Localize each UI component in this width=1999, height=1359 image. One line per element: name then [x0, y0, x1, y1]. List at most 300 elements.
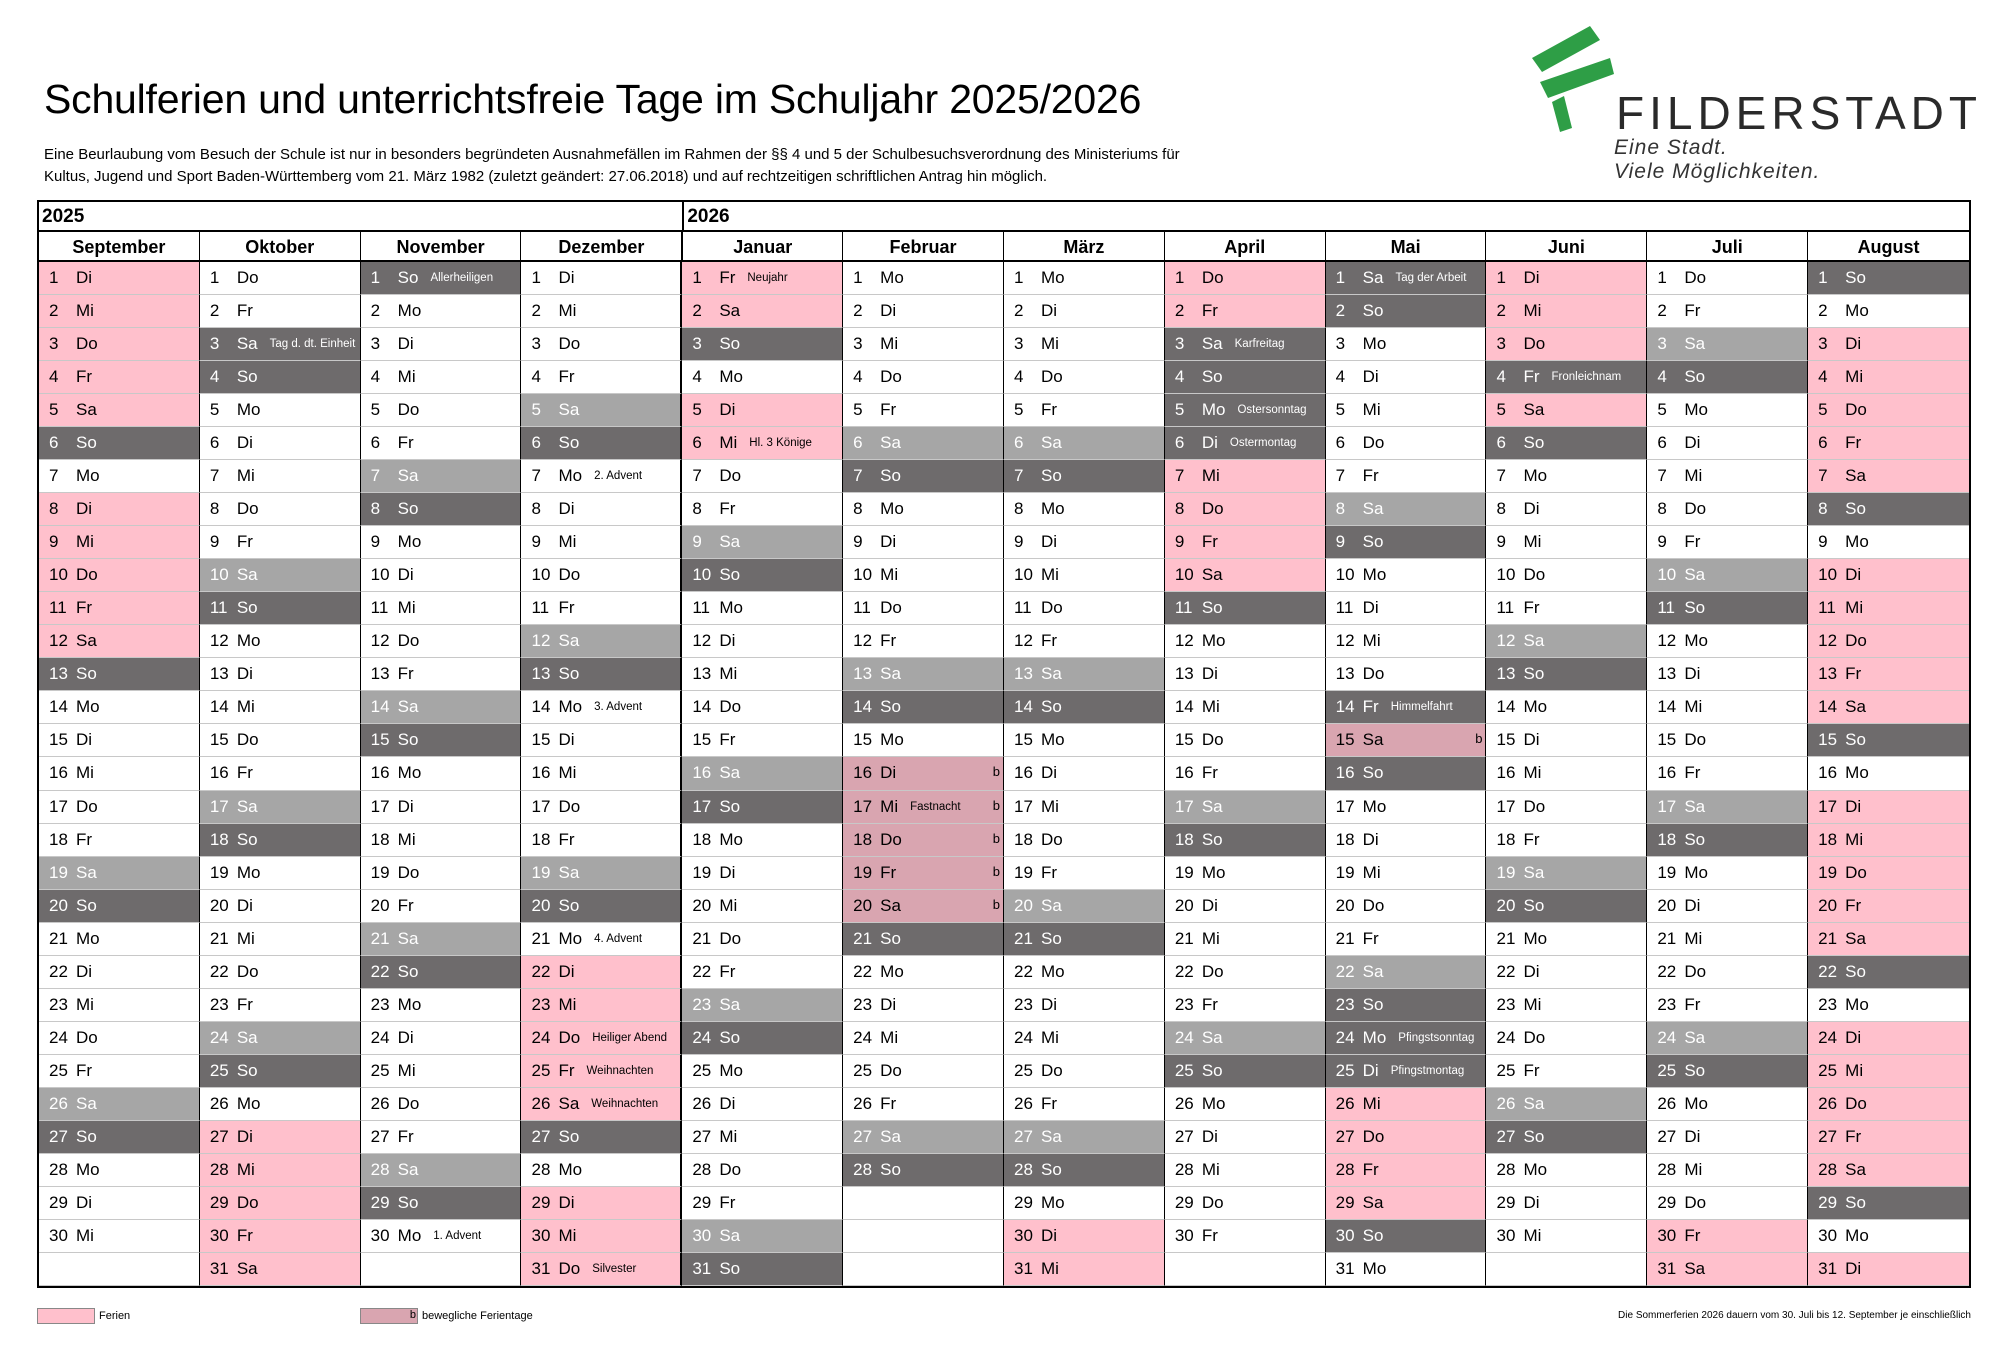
day-number: 9	[49, 532, 59, 552]
day-weekday: Fr	[558, 367, 575, 387]
day-number: 2	[1335, 301, 1346, 321]
legend-bewegliche-label: bewegliche Ferientage	[422, 1310, 533, 1322]
day-weekday: So	[397, 268, 419, 288]
day-note: Ostersonntag	[1237, 404, 1307, 417]
day-cell	[843, 1121, 1004, 1154]
day-number: 22	[49, 961, 68, 981]
day-number: 8	[692, 499, 702, 519]
day-number: 28	[1174, 1159, 1194, 1179]
day-cell	[682, 956, 843, 989]
footnote: Die Sommerferien 2026 dauern vom 30. Juli bis 12. September je einschließlich	[1618, 1310, 1971, 1321]
day-cell	[521, 1220, 682, 1253]
day-weekday: Di	[1523, 730, 1540, 750]
day-weekday: Fr	[1523, 829, 1540, 849]
day-weekday: Di	[1523, 499, 1540, 519]
day-number: 13	[1335, 664, 1355, 684]
day-number: 23	[370, 994, 390, 1014]
day-weekday: Do	[719, 466, 742, 486]
month-header: April	[1165, 232, 1326, 262]
day-cell	[361, 394, 522, 427]
day-cell	[1808, 559, 1969, 592]
day-number: 17	[209, 796, 229, 816]
day-cell	[521, 757, 682, 790]
day-number: 7	[1335, 466, 1346, 486]
day-number: 21	[1496, 928, 1516, 948]
day-cell	[200, 361, 361, 394]
day-weekday: So	[76, 433, 97, 453]
day-weekday: Di	[1845, 334, 1862, 354]
day-weekday: Di	[1362, 1060, 1379, 1080]
day-number: 18	[692, 829, 712, 849]
day-cell	[1808, 592, 1969, 625]
day-cell	[1004, 427, 1165, 460]
day-cell	[361, 427, 522, 460]
day-weekday: Fr	[1684, 763, 1701, 783]
day-cell	[1326, 1055, 1487, 1088]
day-cell	[200, 691, 361, 724]
day-cell	[521, 592, 682, 625]
day-cell	[1004, 1121, 1165, 1154]
logo-tagline-2: Viele Möglichkeiten.	[1614, 160, 1821, 183]
day-weekday: Sa	[236, 1258, 258, 1278]
day-cell	[1004, 1055, 1165, 1088]
logo-name: FILDERSTADT	[1616, 87, 1982, 139]
day-number: 4	[1657, 367, 1667, 387]
day-number: 10	[370, 565, 390, 585]
day-number: 5	[853, 400, 863, 420]
day-number: 18	[49, 829, 68, 849]
day-number: 16	[692, 763, 712, 783]
day-number: 20	[1657, 895, 1677, 915]
day-number: 21	[1013, 928, 1033, 948]
day-number: 20	[692, 895, 712, 915]
day-weekday: Mi	[719, 895, 738, 915]
day-number: 20	[1013, 895, 1033, 915]
day-number: 3	[1818, 334, 1828, 354]
day-weekday: Fr	[1040, 862, 1058, 882]
day-weekday: So	[236, 1060, 258, 1080]
day-cell	[1808, 824, 1969, 857]
day-cell	[1165, 361, 1326, 394]
day-cell	[39, 592, 200, 625]
day-weekday: Di	[1523, 268, 1540, 288]
day-cell	[1647, 857, 1808, 890]
day-cell	[521, 658, 682, 691]
day-number: 21	[853, 928, 873, 948]
day-weekday: So	[76, 1126, 97, 1146]
day-cell	[1486, 526, 1647, 559]
day-weekday: Mo	[1523, 928, 1548, 948]
day-weekday: Sa	[1684, 796, 1706, 816]
day-weekday: Do	[1040, 598, 1063, 618]
day-cell	[361, 989, 522, 1022]
day-weekday: Mi	[1523, 1225, 1542, 1245]
day-cell	[1647, 427, 1808, 460]
day-cell	[521, 890, 682, 923]
day-cell	[682, 1022, 843, 1055]
day-weekday: Fr	[880, 1093, 897, 1113]
day-number: 4	[1818, 367, 1828, 387]
day-number: 25	[1818, 1060, 1838, 1080]
day-weekday: Do	[1845, 631, 1867, 651]
day-number: 21	[370, 928, 390, 948]
day-weekday: Do	[236, 499, 259, 519]
day-cell	[682, 1121, 843, 1154]
day-number: 7	[209, 466, 220, 486]
day-number: 25	[1496, 1060, 1516, 1080]
day-cell	[1486, 625, 1647, 658]
day-number: 18	[1013, 829, 1033, 849]
day-number: 10	[1496, 565, 1516, 585]
day-weekday: Do	[397, 1093, 420, 1113]
day-cell	[682, 1187, 843, 1220]
day-number: 17	[1335, 796, 1355, 816]
day-weekday: Mo	[1201, 1093, 1226, 1113]
day-weekday: Di	[236, 433, 253, 453]
day-note: Hl. 3 Könige	[749, 437, 812, 450]
day-number: 11	[531, 598, 550, 618]
day-number: 23	[1657, 994, 1677, 1014]
day-note: 3. Advent	[594, 701, 643, 714]
day-weekday: So	[397, 1192, 419, 1212]
day-cell	[521, 394, 682, 427]
day-number: 28	[1013, 1159, 1033, 1179]
day-weekday: Mi	[880, 334, 899, 354]
day-weekday: Do	[1040, 1060, 1063, 1080]
day-cell	[1004, 890, 1165, 923]
day-cell	[682, 691, 843, 724]
day-cell	[682, 1220, 843, 1253]
day-note: 1. Advent	[433, 1229, 482, 1242]
day-cell	[1165, 989, 1326, 1022]
day-cell	[200, 394, 361, 427]
day-cell	[843, 427, 1004, 460]
day-cell	[843, 658, 1004, 691]
day-cell	[1647, 658, 1808, 691]
day-weekday: Mi	[76, 994, 94, 1014]
day-weekday: Do	[236, 730, 259, 750]
day-cell	[682, 394, 843, 427]
day-number: 16	[853, 763, 873, 783]
day-weekday: Mo	[719, 829, 743, 849]
day-weekday: Mo	[1362, 796, 1387, 816]
day-weekday: Di	[1201, 895, 1218, 915]
day-number: 13	[209, 664, 229, 684]
day-weekday: Fr	[1201, 1225, 1218, 1245]
day-number: 10	[1174, 565, 1194, 585]
day-cell	[1647, 559, 1808, 592]
day-weekday: Mo	[1040, 268, 1065, 288]
day-weekday: So	[880, 1159, 901, 1179]
day-weekday: Sa	[1523, 1093, 1545, 1113]
day-number: 5	[1174, 400, 1185, 420]
day-cell	[1326, 328, 1487, 361]
day-weekday: Mi	[1362, 631, 1381, 651]
month-header: Mai	[1326, 232, 1487, 262]
day-cell	[521, 1022, 682, 1055]
day-cell	[1647, 1121, 1808, 1154]
day-weekday: Fr	[719, 961, 736, 981]
day-number: 15	[209, 730, 229, 750]
day-number: 5	[1013, 400, 1024, 420]
day-cell	[361, 460, 522, 493]
day-cell	[1326, 890, 1487, 923]
day-weekday: Mi	[1040, 1258, 1059, 1278]
day-number: 31	[209, 1258, 229, 1278]
day-cell	[1486, 658, 1647, 691]
day-note: Ostermontag	[1229, 437, 1297, 450]
day-cell	[521, 724, 682, 757]
day-number: 13	[1657, 664, 1677, 684]
day-weekday: Sa	[1201, 796, 1223, 816]
day-number: 5	[209, 400, 220, 420]
day-number: 23	[209, 994, 229, 1014]
day-weekday: Fr	[1845, 895, 1862, 915]
day-cell	[1326, 262, 1487, 295]
day-weekday: Do	[76, 796, 98, 816]
day-cell	[361, 559, 522, 592]
day-cell	[200, 791, 361, 824]
day-weekday: Mi	[880, 796, 899, 816]
day-number: 18	[1496, 829, 1516, 849]
day-weekday: Di	[1845, 1027, 1862, 1047]
bewegliche-marker: b	[992, 797, 1000, 813]
day-cell	[200, 493, 361, 526]
day-cell	[1647, 923, 1808, 956]
day-cell	[361, 1055, 522, 1088]
day-weekday: So	[558, 433, 580, 453]
day-cell	[843, 1055, 1004, 1088]
day-cell	[1004, 361, 1165, 394]
day-weekday: Mo	[719, 598, 743, 618]
day-weekday: Sa	[397, 928, 419, 948]
day-cell	[361, 1187, 522, 1220]
day-number: 7	[531, 466, 541, 486]
day-weekday: Mo	[880, 730, 904, 750]
day-number: 8	[1496, 499, 1506, 519]
day-number: 17	[1174, 796, 1194, 816]
month-header: März	[1004, 232, 1165, 262]
day-cell	[39, 857, 200, 890]
day-weekday: Mo	[1040, 730, 1065, 750]
day-cell	[200, 427, 361, 460]
year-label-2025: 2025	[39, 202, 682, 232]
day-weekday: Do	[1201, 268, 1224, 288]
day-cell	[1486, 394, 1647, 427]
day-weekday: Mi	[1523, 763, 1542, 783]
day-number: 18	[853, 829, 873, 849]
month-header: September	[39, 232, 200, 262]
day-cell	[1326, 460, 1487, 493]
day-weekday: Fr	[1684, 1225, 1701, 1245]
day-number: 17	[1013, 796, 1033, 816]
day-weekday: Mo	[1523, 697, 1548, 717]
day-weekday: So	[1201, 367, 1223, 387]
day-number: 27	[531, 1126, 551, 1146]
day-number: 30	[370, 1225, 390, 1245]
day-cell	[1326, 427, 1487, 460]
day-weekday: Mo	[558, 1159, 583, 1179]
day-cell	[1486, 956, 1647, 989]
day-weekday: Fr	[719, 730, 736, 750]
day-cell	[200, 592, 361, 625]
day-number: 20	[1174, 895, 1194, 915]
day-cell	[1647, 493, 1808, 526]
day-weekday: Di	[397, 334, 414, 354]
day-cell	[1326, 1121, 1487, 1154]
day-weekday: Mi	[1845, 367, 1864, 387]
day-number: 14	[49, 697, 68, 717]
day-number: 2	[1496, 301, 1506, 321]
day-number: 11	[853, 598, 871, 618]
day-cell	[843, 526, 1004, 559]
day-weekday: So	[558, 664, 580, 684]
day-note: Tag der Arbeit	[1395, 272, 1467, 285]
day-weekday: Fr	[719, 499, 736, 519]
day-cell	[1326, 757, 1487, 790]
day-weekday: Do	[1684, 268, 1707, 288]
day-cell	[1808, 493, 1969, 526]
day-cell	[1165, 691, 1326, 724]
day-number: 29	[692, 1192, 712, 1212]
day-number: 8	[49, 499, 59, 519]
day-number: 31	[692, 1258, 712, 1278]
day-number: 6	[1174, 433, 1185, 453]
day-cell	[200, 923, 361, 956]
day-number: 20	[853, 895, 873, 915]
day-number: 22	[1496, 961, 1516, 981]
day-number: 17	[853, 796, 873, 816]
day-weekday: Di	[1201, 433, 1218, 453]
day-cell	[1326, 989, 1487, 1022]
day-weekday: So	[1845, 268, 1866, 288]
day-number: 5	[692, 400, 702, 420]
day-number: 27	[692, 1126, 712, 1146]
day-cell	[1647, 1187, 1808, 1220]
day-weekday: Mo	[76, 697, 100, 717]
day-cell	[39, 724, 200, 757]
day-weekday: Di	[558, 499, 575, 519]
day-cell	[843, 791, 1004, 824]
day-cell	[843, 824, 1004, 857]
day-cell	[200, 824, 361, 857]
day-number: 24	[1013, 1027, 1033, 1047]
day-cell	[682, 460, 843, 493]
day-number: 25	[531, 1060, 551, 1080]
day-weekday: Fr	[1040, 400, 1058, 420]
day-weekday: Di	[76, 730, 93, 750]
day-number: 21	[692, 928, 712, 948]
day-weekday: Mi	[1845, 1060, 1864, 1080]
day-number: 1	[531, 268, 541, 288]
day-number: 30	[692, 1225, 712, 1245]
day-weekday: Mi	[1845, 598, 1864, 618]
day-weekday: Mo	[1362, 565, 1387, 585]
day-number: 14	[1013, 697, 1033, 717]
day-cell	[1165, 1088, 1326, 1121]
day-weekday: So	[1845, 730, 1866, 750]
day-number: 8	[370, 499, 381, 519]
day-number: 23	[853, 994, 873, 1014]
day-weekday: Sa	[1040, 895, 1062, 915]
day-number: 29	[1335, 1192, 1355, 1212]
day-number: 12	[692, 631, 712, 651]
day-weekday: So	[558, 1126, 580, 1146]
day-weekday: So	[397, 499, 419, 519]
day-cell	[1004, 592, 1165, 625]
day-weekday: Fr	[880, 631, 897, 651]
day-number: 6	[853, 433, 863, 453]
day-cell	[1165, 956, 1326, 989]
day-cell	[843, 1022, 1004, 1055]
day-weekday: Mi	[397, 1060, 416, 1080]
day-weekday: Mi	[1523, 301, 1542, 321]
day-cell	[843, 857, 1004, 890]
day-weekday: Sa	[236, 1027, 258, 1047]
day-cell	[1004, 791, 1165, 824]
day-number: 11	[1657, 598, 1675, 618]
day-number: 15	[531, 730, 551, 750]
day-cell	[843, 1088, 1004, 1121]
day-number: 22	[531, 961, 551, 981]
day-weekday: Mo	[236, 1093, 261, 1113]
day-weekday: Mi	[76, 301, 94, 321]
day-number: 2	[1174, 301, 1185, 321]
day-number: 23	[49, 994, 68, 1014]
legend-ferien-label: Ferien	[99, 1310, 131, 1322]
day-weekday: Mi	[1040, 1027, 1059, 1047]
day-cell	[1647, 361, 1808, 394]
day-weekday: Sa	[76, 1093, 97, 1113]
day-weekday: Mi	[1201, 466, 1220, 486]
day-number: 13	[370, 664, 390, 684]
day-number: 29	[1818, 1192, 1838, 1212]
day-weekday: Do	[1201, 730, 1224, 750]
day-weekday: Mi	[1523, 994, 1542, 1014]
day-weekday: Mo	[558, 928, 583, 948]
day-number: 15	[1496, 730, 1516, 750]
day-number: 4	[1496, 367, 1506, 387]
day-weekday: So	[1523, 664, 1545, 684]
day-cell	[361, 857, 522, 890]
month-header: Februar	[843, 232, 1004, 262]
day-cell	[361, 625, 522, 658]
day-cell	[39, 559, 200, 592]
day-cell	[1808, 1253, 1969, 1286]
day-cell	[1486, 328, 1647, 361]
day-number: 4	[370, 367, 381, 387]
day-number: 24	[692, 1027, 712, 1047]
day-cell	[1004, 262, 1165, 295]
day-number: 26	[1335, 1093, 1355, 1113]
intro-text	[44, 144, 1244, 188]
day-cell	[843, 691, 1004, 724]
day-number: 27	[209, 1126, 229, 1146]
day-cell	[361, 956, 522, 989]
day-weekday: So	[558, 895, 580, 915]
day-cell	[1647, 989, 1808, 1022]
day-weekday: Sa	[719, 1225, 741, 1245]
day-cell	[1004, 923, 1165, 956]
day-number: 19	[1013, 862, 1033, 882]
day-weekday: Mo	[1040, 1192, 1065, 1212]
day-cell	[361, 1154, 522, 1187]
day-cell	[1326, 1088, 1487, 1121]
legend-bewegliche	[360, 1308, 533, 1324]
day-number: 27	[1657, 1126, 1677, 1146]
day-number: 12	[370, 631, 390, 651]
day-number: 14	[1174, 697, 1194, 717]
